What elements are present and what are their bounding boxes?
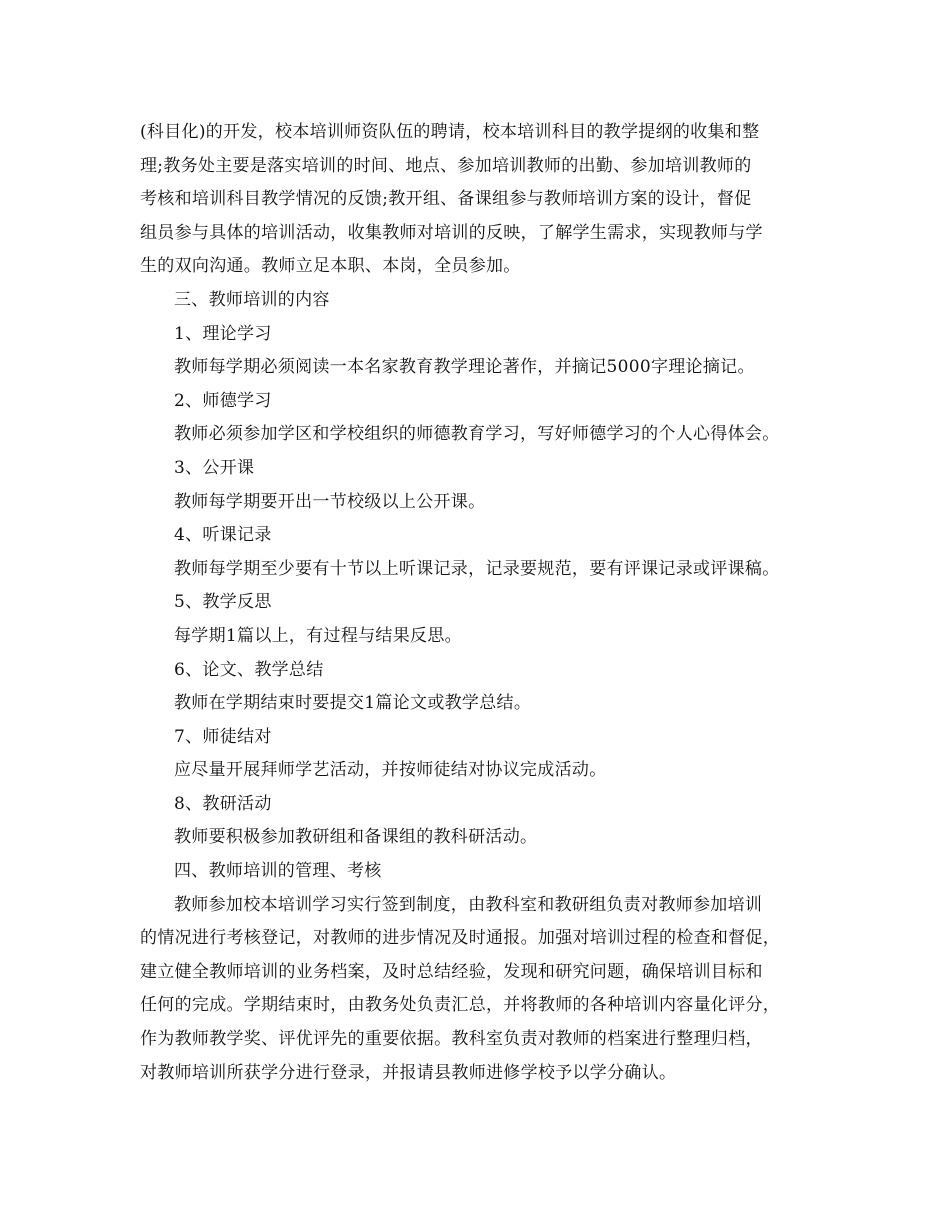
text-line: 任何的完成。学期结束时，由教务处负责汇总，并将教师的各种培训内容量化评分， xyxy=(140,995,781,1016)
item-heading: 2、师德学习 xyxy=(174,390,272,411)
text-line: 生的双向沟通。教师立足本职、本岗，全员参加。 xyxy=(140,256,521,277)
text-line: 建立健全教师培训的业务档案，及时总结经验，发现和研究问题，确保培训目标和 xyxy=(140,961,763,982)
item-heading: 5、教学反思 xyxy=(174,592,272,613)
section-heading: 四、教师培训的管理、考核 xyxy=(174,861,382,882)
item-heading: 3、公开课 xyxy=(174,457,255,478)
text-line: (科目化)的开发，校本培训师资队伍的聘请，校本培训科目的教学提纲的收集和整 xyxy=(140,122,760,142)
text-line: 应尽量开展拜师学艺活动，并按师徒结对协议完成活动。 xyxy=(174,760,607,781)
text-line: 教师必须参加学区和学校组织的师德教育学习，写好师德学习的个人心得体会。 xyxy=(174,424,780,445)
item-heading: 1、理论学习 xyxy=(174,323,272,344)
text-line: 对教师培训所获学分进行登录，并报请县教师进修学校予以学分确认。 xyxy=(140,1062,677,1083)
item-heading: 4、听课记录 xyxy=(174,525,272,546)
text-line: 的情况进行考核登记，对教师的进步情况及时通报。加强对培训过程的检查和督促， xyxy=(140,928,781,949)
text-line: 考核和培训科目教学情况的反馈;教开组、备课组参与教师培训方案的设计，督促 xyxy=(140,189,752,210)
text-line: 教师在学期结束时要提交1篇论文或教学总结。 xyxy=(174,693,532,714)
text-line: 教师每学期要开出一节校级以上公开课。 xyxy=(174,491,486,512)
section-heading: 三、教师培训的内容 xyxy=(174,289,330,310)
item-heading: 8、教研活动 xyxy=(174,793,272,814)
item-heading: 7、师徒结对 xyxy=(174,726,272,747)
text-line: 教师要积极参加教研组和备课组的教科研活动。 xyxy=(174,827,538,848)
text-line: 作为教师教学奖、评优评先的重要依据。教科室负责对教师的档案进行整理归档， xyxy=(140,1029,763,1050)
document-page xyxy=(140,116,830,1090)
text-line: 教师每学期至少要有十节以上听课记录，记录要规范，要有评课记录或评课稿。 xyxy=(174,558,780,579)
text-line: 理;教务处主要是落实培训的时间、地点、参加培训教师的出勤、参加培训教师的 xyxy=(140,155,752,176)
text-line: 教师每学期必须阅读一本名家教育教学理论著作，并摘记5000字理论摘记。 xyxy=(174,357,755,378)
text-line: 组员参与具体的培训活动，收集教师对培训的反映，了解学生需求，实现教师与学 xyxy=(140,222,763,243)
item-heading: 6、论文、教学总结 xyxy=(174,659,324,680)
text-line: 每学期1篇以上，有过程与结果反思。 xyxy=(174,625,462,646)
text-line: 教师参加校本培训学习实行签到制度，由教科室和教研组负责对教师参加培训 xyxy=(174,894,763,915)
